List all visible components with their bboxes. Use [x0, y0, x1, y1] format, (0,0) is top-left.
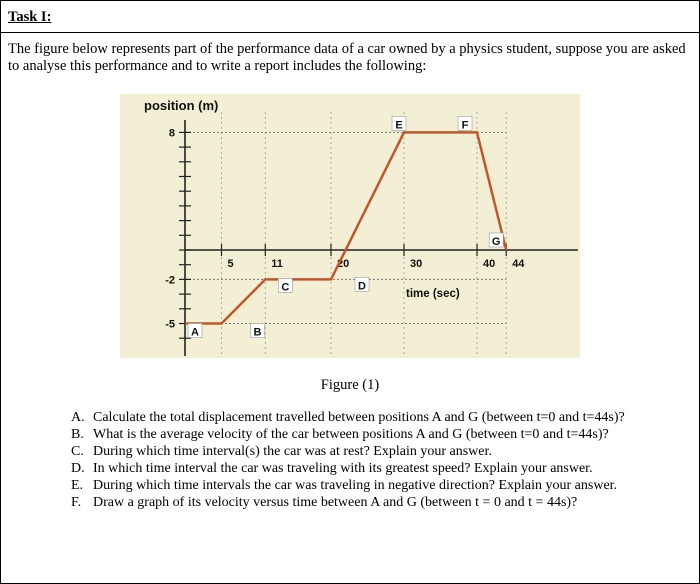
- question-text: In which time interval the car was traveling with its greatest speed? Explain your answer.: [93, 461, 593, 476]
- x-tick-label: 5: [227, 258, 234, 270]
- y-tick-label: -2: [165, 274, 175, 287]
- x-tick-label: 30: [410, 258, 423, 270]
- title-divider: [0, 32, 700, 33]
- point-label: A: [191, 326, 199, 339]
- point-label: G: [491, 236, 501, 248]
- x-axis-label: time (sec): [406, 288, 460, 300]
- y-tick-label: 8: [168, 127, 175, 140]
- question-letter: D.: [71, 461, 85, 476]
- point-label: B: [253, 326, 262, 339]
- question-item: [71, 426, 691, 443]
- x-tick-label: 20: [337, 258, 350, 270]
- question-item: [71, 477, 691, 494]
- point-label: C: [281, 281, 290, 294]
- position-time-chart: [120, 94, 580, 358]
- question-letter: C.: [71, 444, 84, 459]
- y-axis-label: position (m): [144, 98, 219, 113]
- x-tick-label: 44: [512, 258, 525, 270]
- question-letter: F.: [71, 495, 82, 510]
- intro-paragraph: The figure below represents part of the performance data of a car owned by a physics student, suppose you are asked to analyse this performance and to write a report includes the following:: [8, 41, 686, 74]
- question-item: [71, 494, 691, 511]
- question-text: Draw a graph of its velocity versus time between A and G (between t = 0 and t = 44s)?: [93, 495, 578, 510]
- question-text: What is the average velocity of the car between positions A and G (between t=0 and t=44s)?: [93, 427, 609, 442]
- question-item: [71, 409, 691, 426]
- question-list: [71, 409, 691, 511]
- point-label: D: [358, 280, 366, 293]
- question-text: Calculate the total displacement travelled between positions A and G (between t=0 and t=44s)?: [93, 410, 625, 425]
- task-title: Task I:: [8, 9, 52, 25]
- question-letter: A.: [71, 410, 85, 425]
- x-tick-label: 40: [483, 258, 496, 270]
- question-letter: E.: [71, 478, 84, 493]
- figure-caption: Figure (1): [320, 377, 380, 393]
- question-letter: B.: [71, 427, 84, 442]
- point-label: F: [461, 119, 469, 132]
- y-tick-label: -5: [165, 318, 175, 331]
- x-tick-label: 11: [271, 258, 283, 270]
- question-text: During which time intervals the car was traveling in negative direction? Explain your answer.: [93, 478, 618, 493]
- question-text: During which time interval(s) the car was at rest? Explain your answer.: [93, 444, 492, 459]
- point-label: E: [395, 119, 403, 132]
- question-item: [71, 443, 691, 460]
- question-item: [71, 460, 691, 477]
- chart-background: [120, 94, 580, 358]
